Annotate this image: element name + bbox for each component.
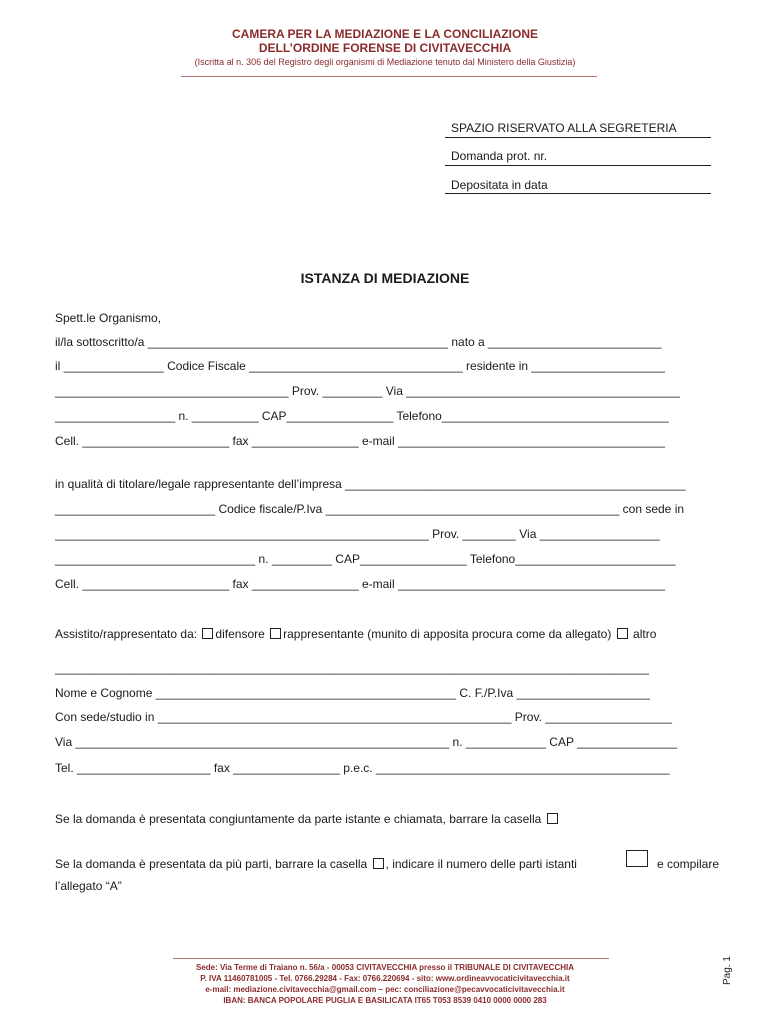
piu-parti-label: Se la domanda è presentata da più parti, barrare la casella	[55, 857, 368, 871]
checkbox-congiunta[interactable]	[547, 813, 558, 824]
piu-parti-label-3: e compilare	[657, 857, 720, 871]
checkbox-difensore[interactable]	[202, 628, 213, 639]
segreteria-title-line	[445, 137, 711, 138]
header-line-2: DELL’ORDINE FORENSE DI CIVITAVECCHIA	[258, 41, 512, 55]
segreteria-title: SPAZIO RISERVATO ALLA SEGRETERIA	[451, 121, 677, 135]
form-row-cap-telefono[interactable]: __________________ n. __________ CAP________________ Telefono__________________________________	[55, 409, 669, 423]
form-row-cell-email[interactable]: Cell. ______________________ fax ________________ e-mail ________________________________________	[55, 434, 665, 448]
congiunta-label: Se la domanda è presentata congiuntamente da parte istante e chiamata, barrare la casella	[55, 812, 542, 826]
segreteria-depositata-line[interactable]	[445, 193, 711, 194]
checkbox-altro[interactable]	[617, 628, 628, 639]
form-row-altro-line[interactable]: _________________________________________________________________________________________	[55, 661, 649, 675]
form-row-via-cap[interactable]: Via ________________________________________________________ n. ____________ CAP _______________	[55, 735, 678, 749]
difensore-label: difensore	[215, 627, 265, 641]
piu-parti-row	[55, 857, 577, 871]
form-row-sottoscritto[interactable]: il/la sottoscritto/a _____________________________________________ nato a __________________________	[55, 335, 662, 349]
page-number: Pag. 1	[722, 956, 733, 985]
piu-parti-label-2: , indicare il numero delle parti istanti	[385, 857, 577, 871]
checkbox-rappresentante[interactable]	[270, 628, 281, 639]
altro-label: altro	[633, 627, 657, 641]
checkbox-piu-parti[interactable]	[373, 858, 384, 869]
assistito-label: Assistito/rappresentato da:	[55, 627, 198, 641]
form-row-impresa[interactable]: in qualità di titolare/legale rappresentante dell’impresa ___________________________________________________	[55, 477, 686, 491]
footer-line-3: e-mail: mediazione.civitavecchia@gmail.com – pec: conciliazione@pecavvocaticivitavecchia.it	[205, 985, 565, 994]
assistito-row	[55, 627, 656, 641]
header-line-3: (Iscritta al n. 306 del Registro degli organismi di Mediazione tenuto dal Ministero della Giustizia)	[194, 57, 576, 67]
form-row-impresa-cap-telefono[interactable]: ______________________________ n. _________ CAP________________ Telefono________________________	[55, 552, 676, 566]
header-line-1: CAMERA PER LA MEDIAZIONE E LA CONCILIAZIONE	[232, 27, 538, 41]
segreteria-depositata: Depositata in data	[451, 178, 548, 192]
header-divider	[181, 76, 597, 77]
form-row-nome-cognome[interactable]: Nome e Cognome _____________________________________________ C. F./P.Iva ____________________	[55, 686, 650, 700]
congiunta-row	[55, 812, 560, 826]
form-row-impresa-prov-via[interactable]: ________________________________________________________ Prov. ________ Via __________________	[55, 527, 660, 541]
footer-line-4: IBAN: BANCA POPOLARE PUGLIA E BASILICATA IT65 T053 8539 0410 0000 0000 283	[223, 996, 547, 1005]
greeting: Spett.le Organismo,	[55, 311, 162, 325]
footer-divider	[173, 958, 609, 959]
numero-parti-box[interactable]	[626, 850, 648, 867]
footer-line-1: Sede: Via Terme di Traiano n. 56/a - 00053 CIVITAVECCHIA presso il TRIBUNALE DI CIVITAVECCHIA	[195, 963, 574, 972]
page-title: ISTANZA DI MEDIAZIONE	[300, 270, 470, 286]
allegato-label: l’allegato “A”	[55, 879, 122, 893]
form-row-sede-studio[interactable]: Con sede/studio in _____________________________________________________ Prov. ___________________	[55, 710, 673, 724]
form-row-impresa-cf[interactable]: ________________________ Codice fiscale/P.Iva ____________________________________________ con sede in	[55, 502, 685, 516]
segreteria-domanda-line[interactable]	[445, 165, 711, 166]
segreteria-domanda: Domanda prot. nr.	[451, 149, 548, 163]
form-row-prov-via[interactable]: ___________________________________ Prov. _________ Via _________________________________________	[55, 384, 680, 398]
footer-line-2: P. IVA 11460781005 - Tel. 0766.29284 - Fax: 0766.220694 - sito: www.ordineavvocaticivitavecchia.it	[200, 974, 570, 983]
form-row-codice-fiscale[interactable]: il _______________ Codice Fiscale ________________________________ residente in ____________________	[55, 359, 665, 373]
form-row-tel-pec[interactable]: Tel. ____________________ fax ________________ p.e.c. ____________________________________________	[55, 761, 670, 775]
form-row-impresa-cell-email[interactable]: Cell. ______________________ fax ________________ e-mail ________________________________________	[55, 577, 665, 591]
rappresentante-label: rappresentante (munito di apposita procura come da allegato)	[283, 627, 612, 641]
